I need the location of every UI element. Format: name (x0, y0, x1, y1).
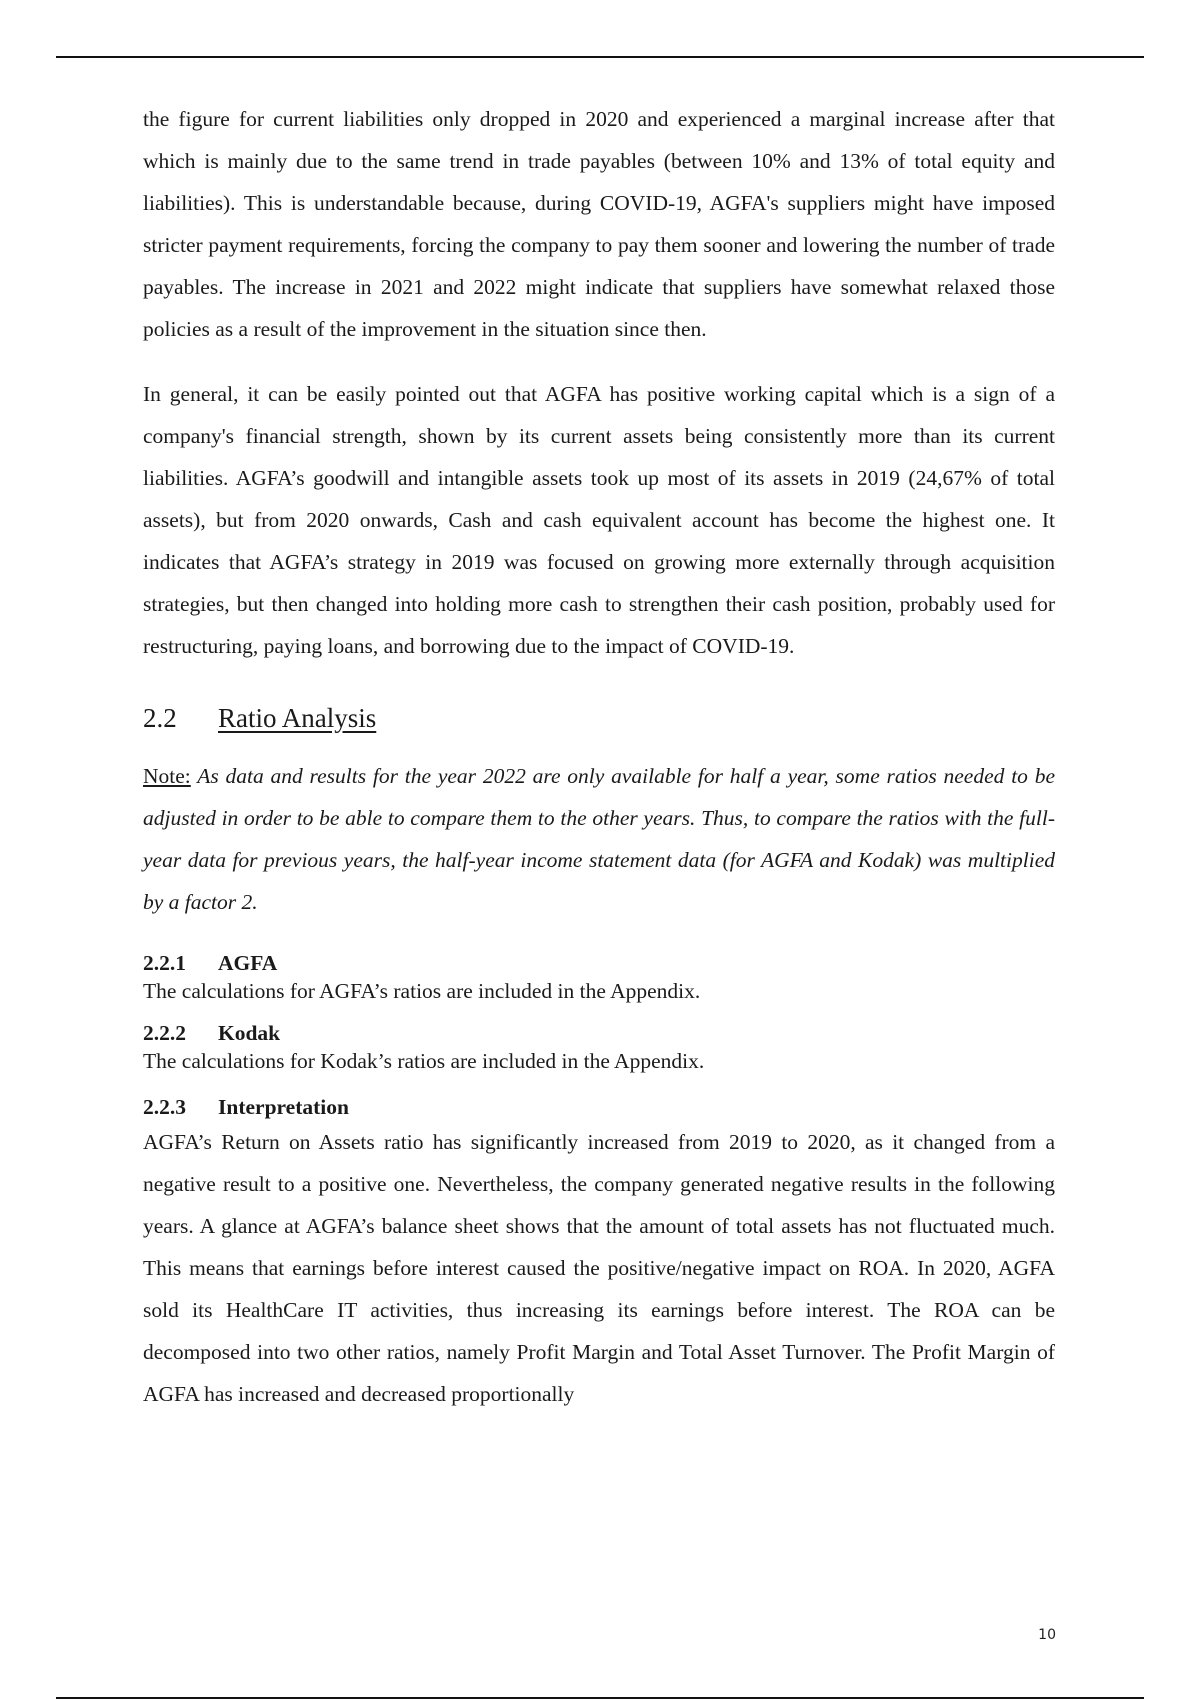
note-text: As data and results for the year 2022 are only available for half a year, some ratios needed to be adjusted in order to be able to compare them to the other years. Thus, to compare the ratios with the full-year data for previous years, the half-year income statement data (for AGFA and Kodak) was multiplied by a factor 2. (143, 764, 1055, 914)
subsection-number: 2.2.2 (143, 1021, 186, 1045)
subsection-title: Interpretation (218, 1095, 349, 1119)
page-number: 10 (1038, 1627, 1056, 1643)
subsection-title: Kodak (218, 1021, 281, 1045)
paragraph-interpretation: AGFA’s Return on Assets ratio has significantly increased from 2019 to 2020, as it changed from a negative result to a positive one. Nevertheless, the company generated negative results in the following years. A glance at AGFA’s balance sheet shows that the amount of total assets has not fluctuated much. This means that earnings before interest caused the positive/negative impact on ROA. In 2020, AGFA sold its HealthCare IT activities, thus increasing its earnings before interest. The ROA can be decomposed into two other ratios, namely Profit Margin and Total Asset Turnover. The Profit Margin of AGFA has increased and decreased proportionally (143, 1130, 1055, 1406)
note-label: Note: (143, 764, 191, 788)
section-heading-ratio-analysis (143, 696, 1055, 740)
page-body (143, 98, 1055, 1415)
subsection-number: 2.2.1 (143, 951, 186, 975)
section-title: Ratio Analysis (218, 703, 377, 733)
subsection-number: 2.2.3 (143, 1095, 186, 1119)
header-rule (56, 56, 1144, 58)
footer-rule (56, 1697, 1144, 1699)
subsection-title: AGFA (218, 951, 278, 975)
subsection-heading-interpretation (143, 1093, 1055, 1121)
subsection-heading-agfa (143, 949, 1055, 977)
note-paragraph (143, 755, 1055, 923)
kodak-calculations-text: The calculations for Kodak’s ratios are included in the Appendix. (143, 1049, 705, 1073)
section-number: 2.2 (143, 703, 177, 733)
agfa-calculations-text: The calculations for AGFA’s ratios are included in the Appendix. (143, 979, 701, 1003)
subsection-heading-kodak (143, 1019, 1055, 1047)
paragraph-working-capital: In general, it can be easily pointed out that AGFA has positive working capital which is a sign of a company's financial strength, shown by its current assets being consistently more than its current liabilities. AGFA’s goodwill and intangible assets took up most of its assets in 2019 (24,67% of total assets), but from 2020 onwards, Cash and cash equivalent account has become the highest one. It indicates that AGFA’s strategy in 2019 was focused on growing more externally through acquisition strategies, but then changed into holding more cash to strengthen their cash position, probably used for restructuring, paying loans, and borrowing due to the impact of COVID-19. (143, 382, 1055, 658)
paragraph-current-liabilities: the figure for current liabilities only dropped in 2020 and experienced a marginal increase after that which is mainly due to the same trend in trade payables (between 10% and 13% of total equity and liabilities). This is understandable because, during COVID-19, AGFA's suppliers might have imposed stricter payment requirements, forcing the company to pay them sooner and lowering the number of trade payables. The increase in 2021 and 2022 might indicate that suppliers have somewhat relaxed those policies as a result of the improvement in the situation since then. (143, 107, 1055, 341)
